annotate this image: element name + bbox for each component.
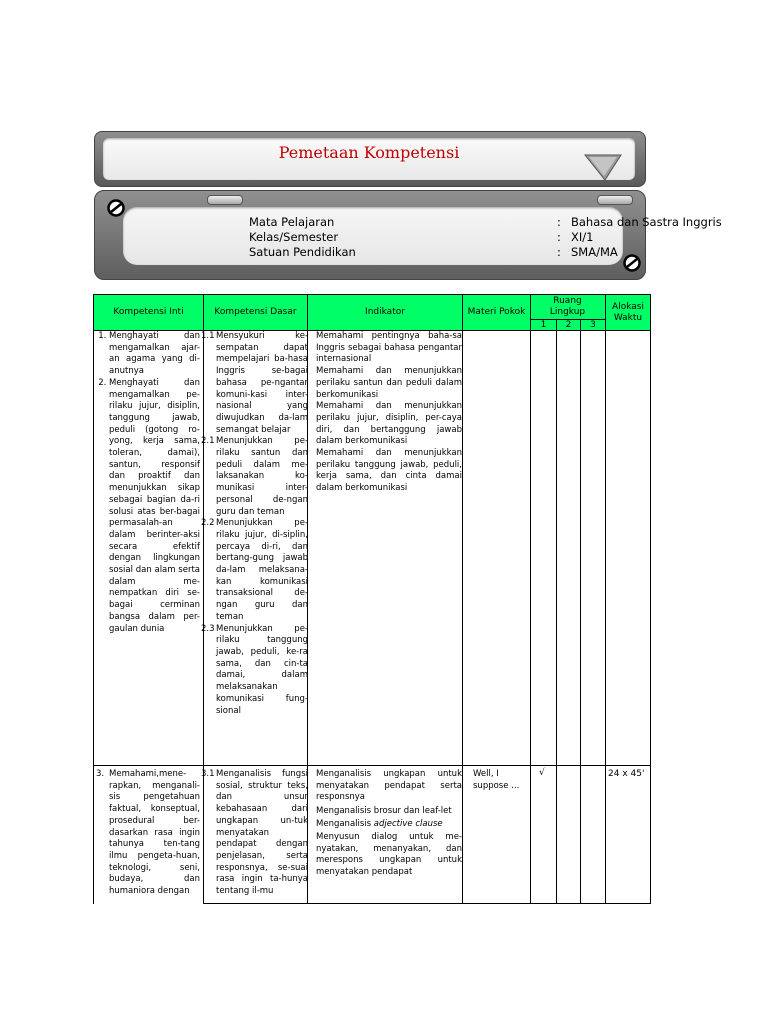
triangle-down-icon [583, 152, 623, 182]
info-label: Mata Pelajaran [249, 215, 335, 229]
prohibited-icon [107, 199, 125, 217]
row1-kompetensi-inti [96, 331, 200, 635]
item-text: Menunjukkan pe-rilaku jujur, di-siplin, percaya di-ri, dan bertang-gung jawab da-lam melaksana-kan komunikasi transaksional de-ngan guru dan teman [216, 518, 308, 622]
header-ruang-col-2: 2 [565, 319, 572, 330]
panel-tab-left [207, 195, 243, 205]
indicator-item: Memahami pentingnya baha-sa Inggris sebagai bahasa pengantar internasional [316, 331, 462, 365]
competency-table [93, 294, 651, 904]
table-border [93, 294, 94, 904]
row2-kompetensi-dasar [201, 769, 308, 898]
indicator-item: Menganalisis brosur dan leaf-let [316, 805, 452, 816]
list-item [201, 518, 308, 623]
item-number: 3. [96, 769, 105, 779]
indicator-item: Menganalisis ungkapan untuk menyatakan pendapat serta responsnya [316, 769, 462, 803]
item-text: Menunjukkan pe-rilaku santun dan peduli dalam me-laksanakan ko-munikasi inter-personal de-ngan guru dan teman [216, 436, 308, 517]
list-item: 2. Menghayati dan mengamalkan pe-rilaku jujur, disiplin, tanggung jawab, peduli (gotong ro-yong, kerja sama, toleran, damai), santun, responsif dan proaktif dan menunjukkan sikap sebagai bagian da-ri solusi atas ber-bagai permasalah-an dalam berinter-aksi secara efektif dengan lingkungan sosial dan alam serta dalam me-nempatkan diri se-bagai cerminan bangsa dalam per-gaulan dunia [109, 378, 200, 635]
info-separator: : [557, 230, 561, 244]
table-border [93, 765, 651, 766]
row2-alokasi-waktu: 24 x 45' [608, 769, 645, 779]
indicator-item [316, 819, 462, 831]
header-ruang-col-3: 3 [590, 319, 596, 330]
prohibited-icon [623, 254, 641, 272]
row2-indikator [316, 769, 462, 879]
row2-ruang-col-1-check: √ [539, 768, 545, 778]
info-value: Bahasa dan Sastra Inggris [571, 215, 722, 229]
info-label: Kelas/Semester [249, 230, 339, 244]
item-number: 3.1 [201, 769, 215, 779]
table-border [530, 294, 531, 904]
table-border [203, 903, 651, 904]
table-border [650, 294, 651, 904]
info-separator: : [557, 215, 561, 229]
row1-kompetensi-dasar [201, 331, 308, 717]
item-number: 2.3 [201, 623, 215, 634]
page-title: Pemetaan Kompetensi [278, 143, 460, 162]
info-value: SMA/MA [571, 245, 618, 259]
list-item [201, 436, 308, 518]
item-number: 2.1 [201, 436, 215, 447]
item-text: Menganalisis fungsi sosial, struktur teks, dan unsur kebahasaan dari ungkapan un-tuk menyatakan pendapat dengan penjelasan, serta responsnya, se-suai rasa ingin ta-hunya tentang il-mu [216, 769, 308, 897]
table-border [556, 319, 557, 904]
header-indikator: Indikator [365, 307, 405, 317]
item-text: Mensyukuri ke-sempatan dapat mempelajari ba-hasa Inggris se-bagai bahasa pe-ngantar komuni-kasi inter-nasional yang diwujudkan da-lam semangat belajar [216, 331, 308, 435]
info-panel [94, 190, 722, 280]
row2-materi-pokok: Well, I suppose ... [473, 769, 520, 791]
item-text: Memahami,mene-rapkan, menganali-sis pengetahuan faktual, konseptual, prosedural ber-dasarkan rasa ingin tahunya ten-tang ilmu pengeta-huan, teknologi, seni, budaya, dan humaniora dengan [109, 769, 200, 897]
indicator-item: Menyusun dialog untuk me-nyatakan, menanyakan, dan merespons ungkapan untuk menyatakan pendapat [316, 832, 462, 878]
item-text: Menunjukkan pe-rilaku tanggung jawab, peduli, ke-ra sama, dan cin-ta damai, dalam melaksanakan komunikasi fung-sional [216, 623, 308, 716]
indicator-item: Memahami dan menunjukkan perilaku tanggung jawab, peduli, kerja sama, dan cinta damai dalam berkomunikasi [316, 448, 462, 494]
indicator-italic-term: adjective clause [373, 818, 443, 829]
list-item [201, 624, 308, 718]
table-border [605, 294, 606, 904]
header-materi-pokok: Materi Pokok [467, 307, 526, 317]
indicator-text: Menganalisis [316, 818, 374, 829]
header-kompetensi-dasar: Kompetensi Dasar [214, 307, 297, 317]
row2-kompetensi-inti [96, 769, 200, 898]
table-border [580, 319, 581, 904]
title-banner [94, 131, 646, 187]
info-separator: : [557, 245, 561, 259]
header-kompetensi-inti: Kompetensi Inti [113, 307, 184, 317]
info-label: Satuan Pendidikan [249, 245, 356, 259]
header-alokasi-waktu: Alokasi Waktu [612, 301, 644, 323]
header-ruang-col-1: 1 [540, 319, 547, 330]
table-border [462, 294, 463, 904]
item-number: 2.2 [201, 518, 215, 529]
header-ruang-lingkup: Ruang Lingkup [549, 296, 586, 317]
list-item [201, 331, 308, 436]
indicator-item: Memahami dan menunjukkan perilaku santun dan peduli dalam berkomunikasi [316, 366, 462, 400]
info-value: XI/1 [571, 230, 594, 244]
item-number: 1.1 [201, 331, 215, 341]
indicator-item: Memahami dan menunjukkan perilaku jujur, disiplin, per-caya diri, dan bertanggung jawab dalam berkomunikasi [316, 401, 462, 447]
row1-indikator [316, 331, 462, 495]
title-banner-inner [103, 138, 635, 180]
list-item: 1. Menghayati dan mengamalkan ajar-an agama yang di-anutnya [109, 331, 200, 378]
panel-tab-right [597, 195, 633, 205]
